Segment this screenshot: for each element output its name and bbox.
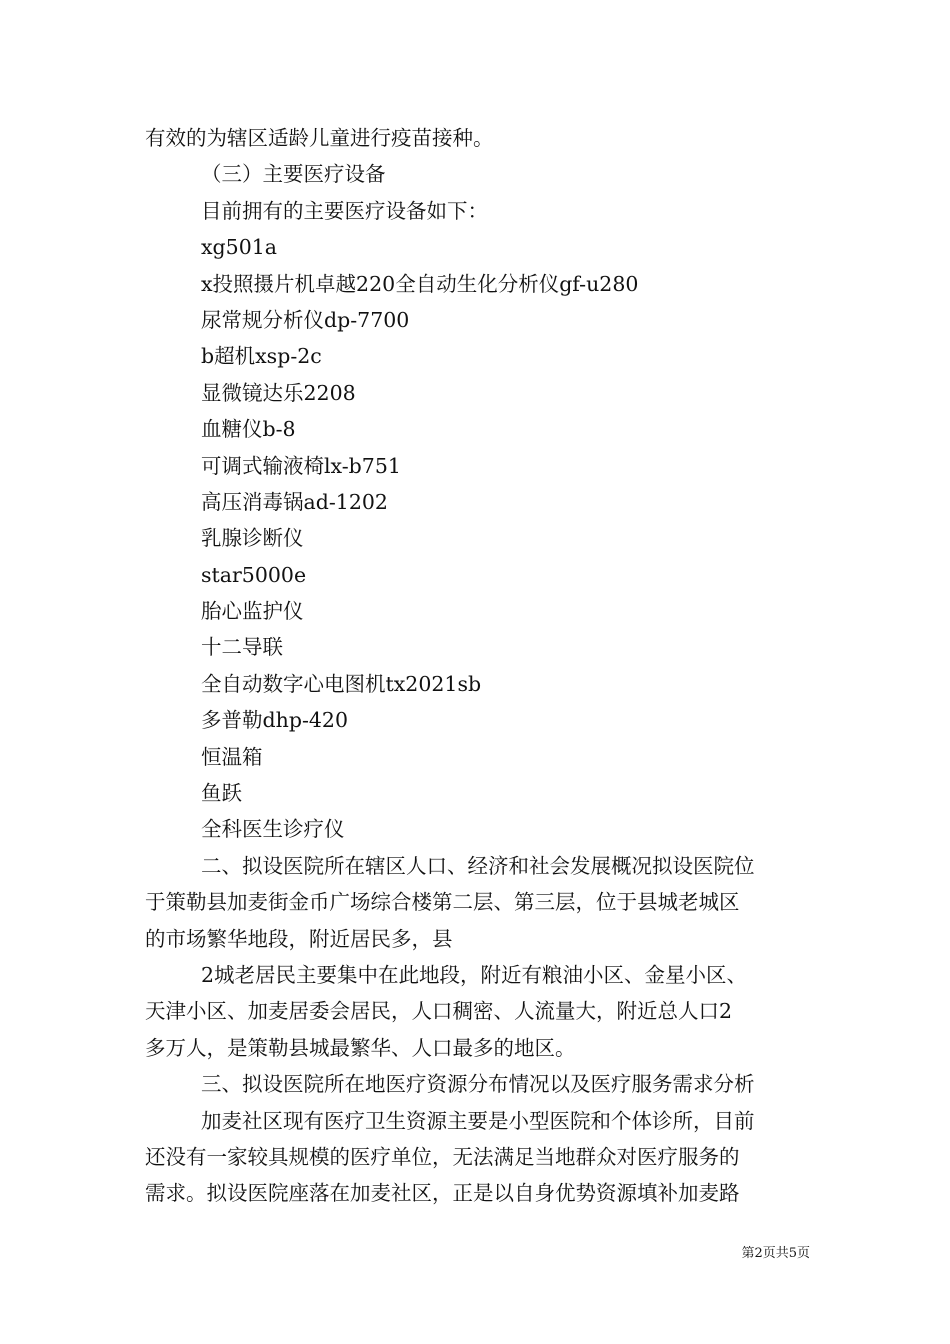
text-line: 还没有一家较具规模的医疗单位，无法满足当地群众对医疗服务的	[145, 1144, 740, 1169]
text-line: 恒温箱	[201, 744, 263, 769]
text-line: 有效的为辖区适龄儿童进行疫苗接种。	[145, 126, 494, 150]
text-line: 胎心监护仪	[201, 599, 304, 624]
text-line: 血糖仪b-8	[201, 417, 296, 442]
text-line: 鱼跃	[201, 781, 242, 806]
text-line: 可调式输液椅lx-b751	[201, 453, 401, 478]
text-line: 乳腺诊断仪	[201, 526, 304, 551]
text-line: 十二导联	[201, 635, 283, 660]
text-line: x投照摄片机卓越220全自动生化分析仪gf-u280	[201, 271, 639, 296]
text-line: （三）主要医疗设备	[201, 162, 386, 187]
text-line: 全自动数字心电图机tx2021sb	[201, 671, 482, 696]
text-line: 目前拥有的主要医疗设备如下：	[201, 198, 488, 223]
text-line: 三、拟设医院所在地医疗资源分布情况以及医疗服务需求分析	[201, 1072, 755, 1097]
text-line: 的市场繁华地段，附近居民多，县	[145, 926, 453, 951]
text-line: 显微镜达乐2208	[201, 380, 356, 405]
text-line: 天津小区、加麦居委会居民，人口稠密、人流量大，附近总人口2	[145, 999, 733, 1024]
text-line: 二、拟设医院所在辖区人口、经济和社会发展概况拟设医院位	[201, 853, 755, 878]
text-line: star5000e	[201, 562, 307, 587]
text-line: 多万人，是策勒县城最繁华、人口最多的地区。	[145, 1035, 576, 1060]
text-line: 高压消毒锅ad-1202	[201, 489, 388, 514]
text-line: xg501a	[201, 235, 278, 260]
text-line: 加麦社区现有医疗卫生资源主要是小型医院和个体诊所，目前	[201, 1108, 755, 1133]
text-line: b超机xsp-2c	[201, 344, 322, 369]
text-line: 需求。拟设医院座落在加麦社区，正是以自身优势资源填补加麦路	[145, 1181, 740, 1206]
text-line: 多普勒dhp-420	[201, 708, 349, 733]
text-line: 尿常规分析仪dp-7700	[201, 307, 410, 332]
page-number-footer: 第2页共5页	[741, 1246, 810, 1261]
text-line: 2城老居民主要集中在此地段，附近有粮油小区、金星小区、	[201, 962, 748, 987]
text-line: 全科医生诊疗仪	[201, 817, 345, 842]
text-line: 于策勒县加麦街金币广场综合楼第二层、第三层，位于县城老城区	[145, 890, 740, 915]
document-body	[145, 120, 810, 1212]
